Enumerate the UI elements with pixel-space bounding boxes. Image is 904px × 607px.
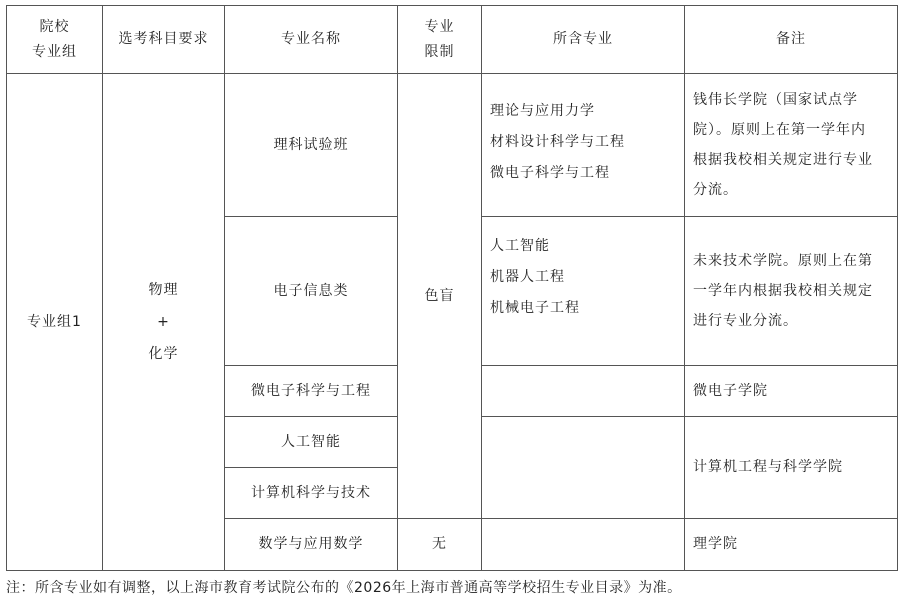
major-cell [225, 519, 397, 570]
major-cell [225, 417, 397, 467]
header-major-name-label: 专业名称 [281, 31, 341, 47]
header-subject-requirement [103, 6, 224, 73]
header-major-name [225, 6, 397, 73]
included-major: 理论与应用力学 [490, 103, 595, 119]
remark-line: 进行专业分流。 [693, 313, 798, 329]
remark-line: 根据我校相关规定进行专业 [693, 152, 873, 168]
header-subject-requirement-label: 选考科目要求 [118, 31, 209, 47]
group-name: 专业组1 [27, 313, 82, 330]
header-included-majors-label: 所含专业 [553, 31, 613, 47]
restriction-cell [398, 74, 481, 518]
major-name: 电子信息类 [273, 282, 349, 299]
remark-line: 院）。原则上在第一学年内 [693, 122, 866, 138]
included-majors-cell [482, 217, 684, 365]
remark-line: 未来技术学院。原则上在第 [693, 253, 873, 269]
subject-plus: + [157, 314, 170, 330]
included-major: 材料设计科学与工程 [490, 134, 625, 150]
header-remarks [685, 6, 897, 73]
restriction-cell [398, 519, 481, 570]
header-school-group-line1: 院校 [39, 18, 70, 35]
restriction-none: 无 [432, 536, 447, 552]
remark-line: 分流。 [693, 182, 738, 198]
major-name: 人工智能 [281, 433, 341, 450]
header-restriction-line1: 专业 [424, 18, 455, 35]
major-name: 微电子科学与工程 [251, 382, 371, 399]
major-cell [225, 217, 397, 365]
included-major: 机械电子工程 [490, 300, 580, 316]
remark-cell-merged [685, 417, 897, 518]
remark-line: 理学院 [693, 536, 738, 552]
included-major: 微电子科学与工程 [490, 165, 610, 181]
group-name-cell [7, 74, 102, 570]
subject-requirement-cell [103, 74, 224, 570]
remark-cell [685, 366, 897, 416]
remark-line: 一学年内根据我校相关规定 [693, 283, 873, 299]
included-major: 机器人工程 [490, 269, 565, 285]
admission-table [6, 5, 898, 571]
remark-line: 微电子学院 [693, 382, 768, 399]
footnote: 注：所含专业如有调整，以上海市教育考试院公布的《2026年上海市普通高等学校招生专业目录》为准。 [6, 580, 682, 596]
header-major-restriction [398, 6, 481, 73]
major-cell [225, 468, 397, 518]
header-remarks-label: 备注 [776, 31, 806, 47]
remark-cell [685, 217, 897, 365]
major-cell [225, 366, 397, 416]
remark-shared: 计算机工程与科学学院 [693, 459, 843, 475]
included-major: 人工智能 [490, 238, 550, 254]
major-name: 理科试验班 [273, 136, 349, 153]
subject-chemistry: 化学 [148, 346, 179, 362]
major-name: 数学与应用数学 [258, 536, 364, 552]
major-name: 计算机科学与技术 [251, 484, 371, 501]
remark-cell [685, 519, 897, 570]
major-cell [225, 74, 397, 216]
header-school-group-line2: 专业组 [32, 43, 77, 60]
remark-cell [685, 74, 897, 216]
header-included-majors [482, 6, 684, 73]
remark-line: 钱伟长学院（国家试点学 [693, 92, 858, 108]
subject-physics: 物理 [148, 282, 179, 298]
restriction-color-blind: 色盲 [424, 287, 455, 304]
included-majors-cell [482, 74, 684, 216]
header-restriction-line2: 限制 [424, 43, 455, 60]
header-school-group [7, 6, 102, 73]
